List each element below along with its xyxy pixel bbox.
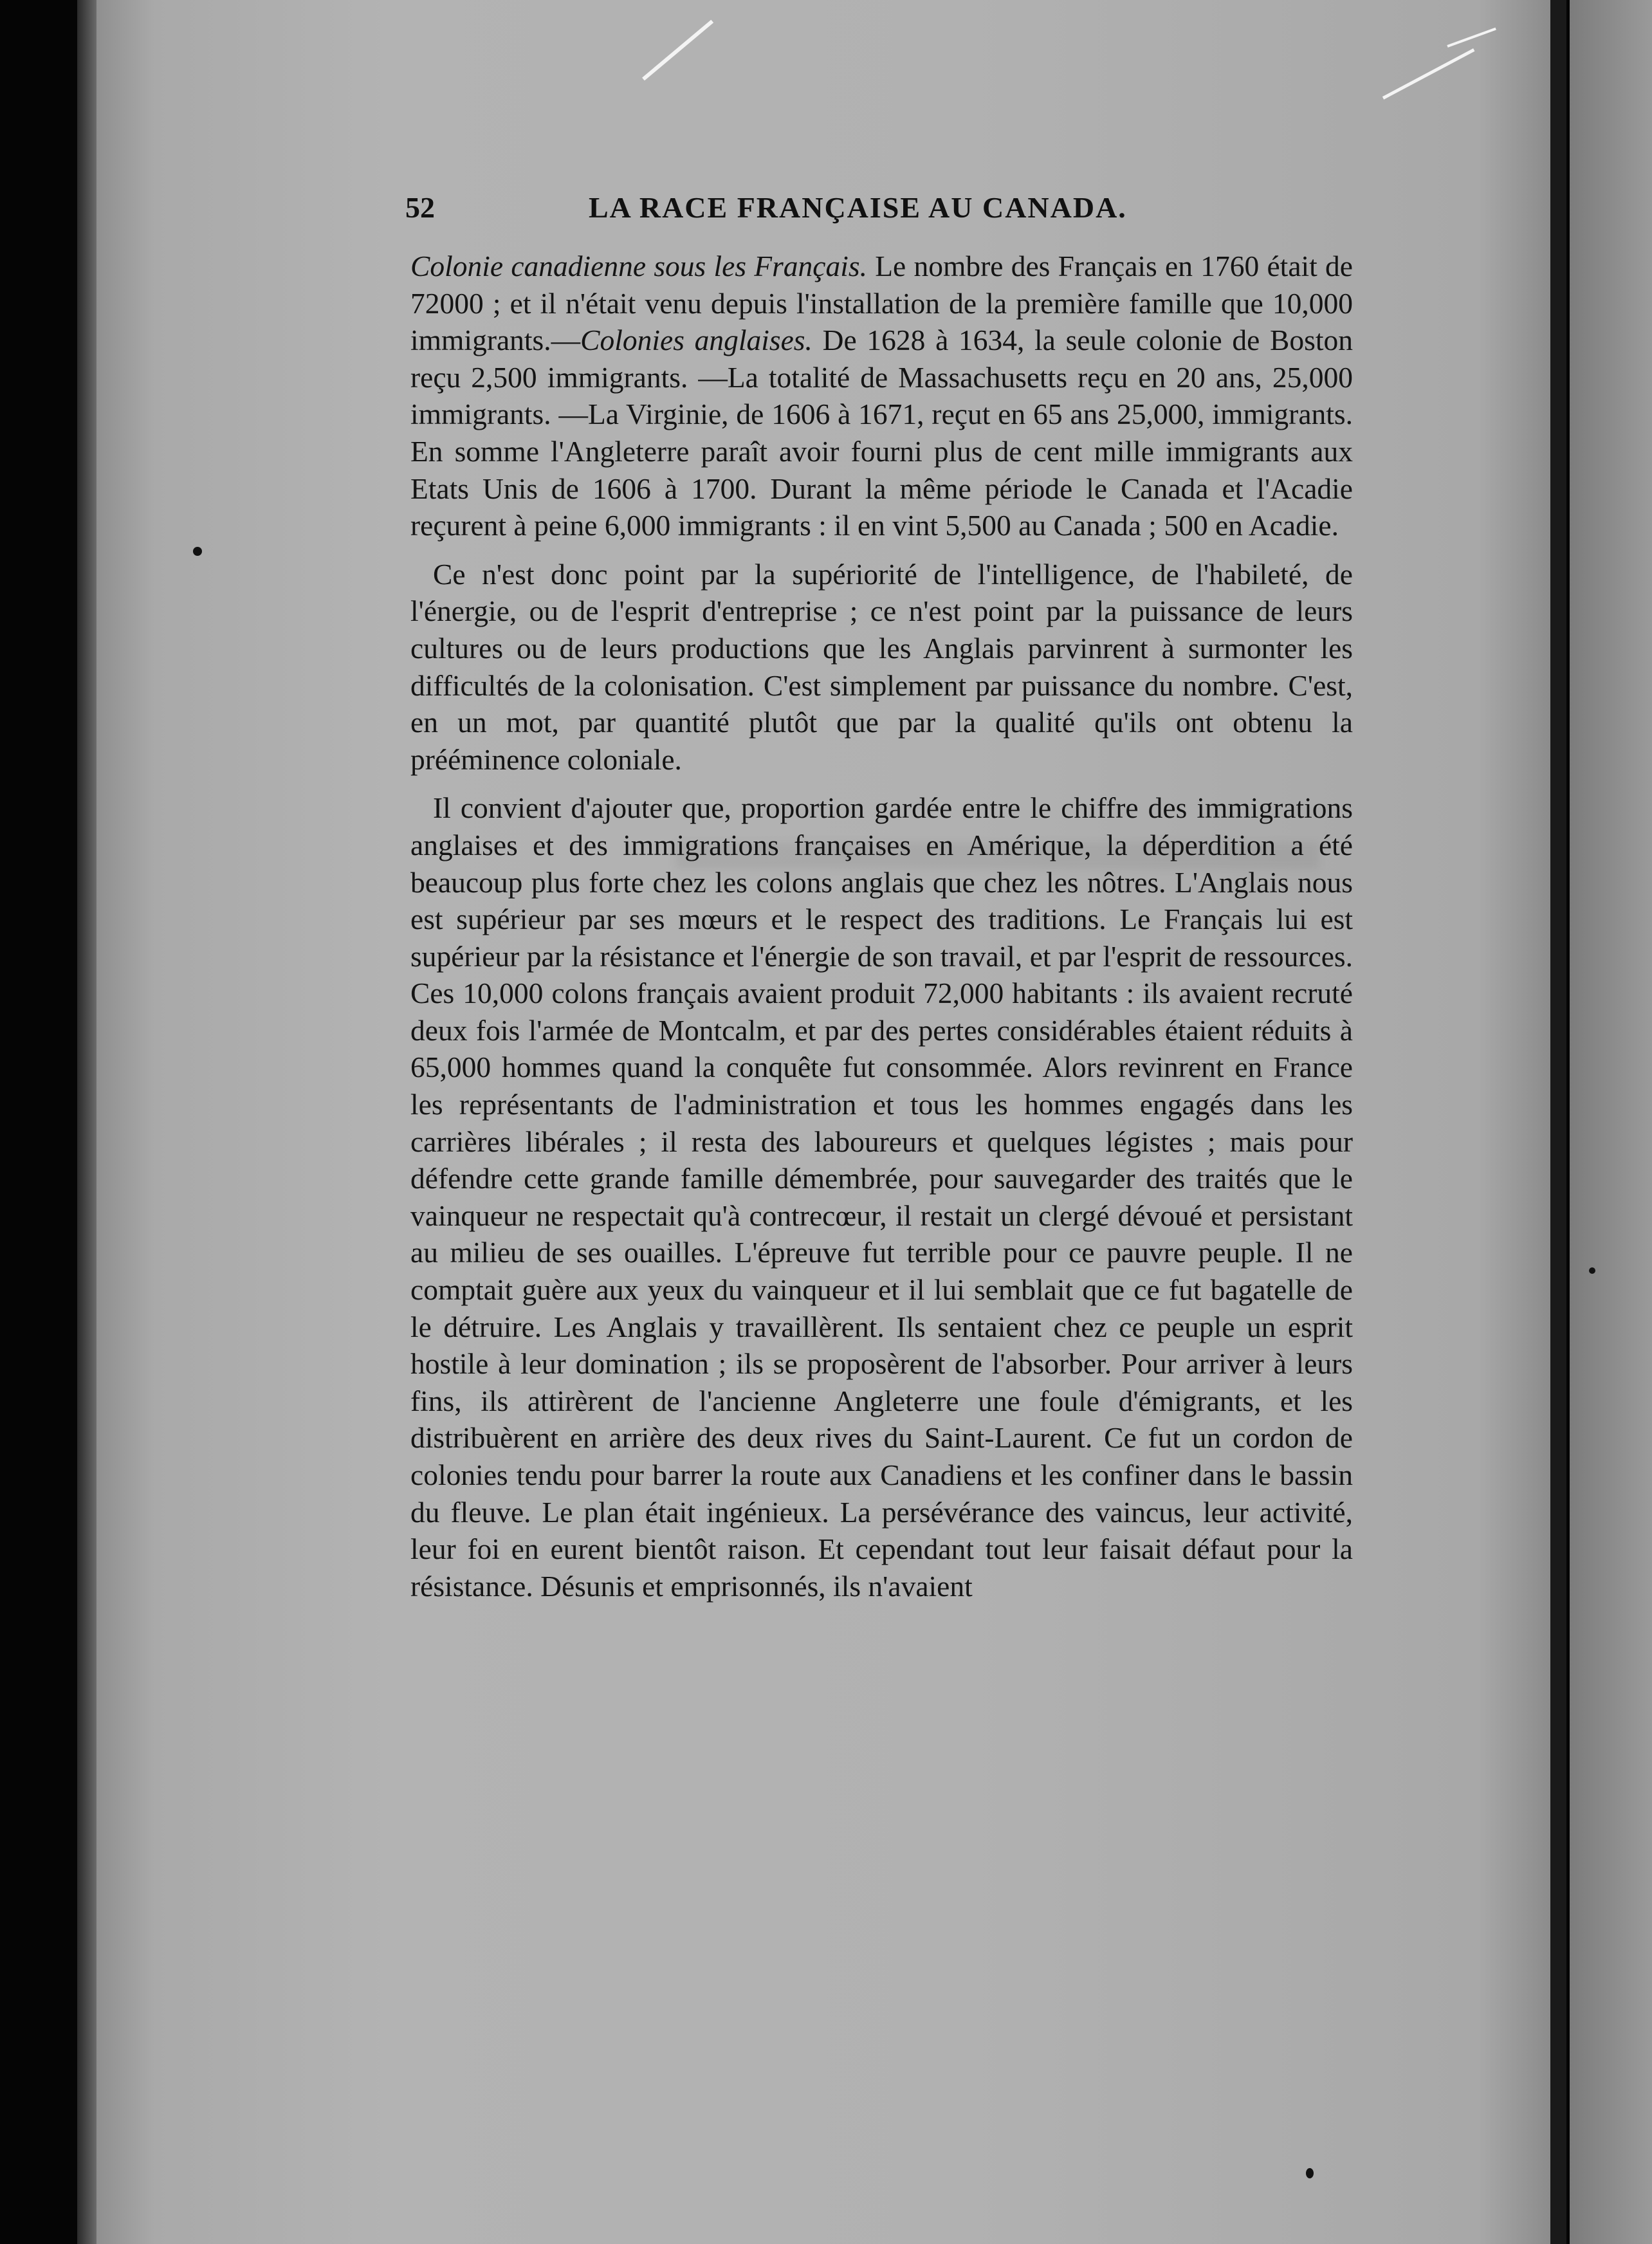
paragraph-colonies bbox=[410, 248, 1353, 544]
running-title: LA RACE FRANÇAISE AU CANADA. bbox=[589, 191, 1127, 224]
film-speck bbox=[193, 547, 202, 556]
film-speck bbox=[1306, 2168, 1314, 2178]
film-speck bbox=[1589, 1267, 1595, 1274]
paragraph-text: Le nombre des Français en 1760 était de 72000 ; et il n'était venu depuis l'installation de la première famille que 10,000 immigrants.— bbox=[410, 250, 1353, 357]
page-header bbox=[405, 187, 1415, 238]
page-number: 52 bbox=[405, 191, 435, 224]
italic-heading: Colonie canadienne sous les Français. bbox=[410, 250, 867, 282]
italic-heading: Colonies anglaises. bbox=[580, 324, 812, 357]
body-text bbox=[410, 248, 1353, 1605]
paragraph-emigration: Il convient d'ajouter que, proportion gardée entre le chiffre des immigrations anglaises et des immigrations françaises en Amérique, la déperdition a été beaucoup plus forte chez les colons anglais que chez les nôtres. L'Anglais nous est supérieur par ses mœurs et le respect des traditions. Le Français lui est supérieur par la résistance et l'énergie de son travail, et par l'esprit de ressources. Ces 10,000 colons français avaient produit 72,000 habitants : ils avaient recruté deux fois l'armée de Montcalm, et par des pertes considérables étaient réduits à 65,000 hommes quand la conquête fut consommée. Alors revinrent en France les représentants de l'administration et tous les hommes engagés dans les carrières libérales ; il resta des laboureurs et quelques légistes ; mais pour défendre cette grande famille démembrée, pour sauvegarder des traités que le vainqueur ne respectait qu'à contrecœur, il restait un clergé dévoué et persistant au milieu de ses ouailles. L'épreuve fut terrible pour ce pauvre peuple. Il ne comptait guère aux yeux du vainqueur et il lui semblait que ce fut bagatelle de le détruire. Les Anglais y travaillèrent. Ils sentaient chez ce peuple un esprit hostile à leur domination ; ils se proposèrent de l'absorber. Pour arriver à leurs fins, ils attirèrent de l'ancienne Angleterre une foule d'émigrants, et les distribuèrent en arrière des deux rives du Saint-Laurent. Ce fut un cordon de colonies tendu pour barrer la route aux Canadiens et les confiner dans le bassin du fleuve. Le plan était ingénieux. La persévérance des vaincus, leur activité, leur foi en eurent bientôt raison. Et cependant tout leur faisait défaut pour la résistance. Désunis et emprisonnés, ils n'avaient bbox=[410, 791, 1353, 1603]
page-gutter bbox=[1550, 0, 1566, 2244]
paragraph-superiority: Ce n'est donc point par la supériorité de l'intelligence, de l'habileté, de l'énergie, ou de l'esprit d'entreprise ; ce n'est point par la puissance de leurs cultures ou de leurs productions que les Anglais parvinrent à surmonter les difficultés de la colonisation. C'est simplement par puissance du nombre. C'est, en un mot, par quantité plutôt que par la qualité qu'ils ont obtenu la prééminence coloniale. bbox=[410, 557, 1353, 776]
paragraph-text: De 1628 à 1634, la seule colonie de Boston reçu 2,500 immigrants. —La totalité de Massachusetts reçu en 20 ans, 25,000 immigrants. —La Virginie, de 1606 à 1671, reçut en 65 ans 25,000, immigrants. En somme l'Angleterre paraît avoir fourni plus de cent mille immigrants aux Etats Unis de 1606 à 1700. Durant la même période le Canada et l'Acadie reçurent à peine 6,000 immigrants : il en vint 5,500 au Canada ; 500 en Acadie. bbox=[410, 324, 1353, 542]
adjacent-page-edge bbox=[1570, 0, 1652, 2244]
